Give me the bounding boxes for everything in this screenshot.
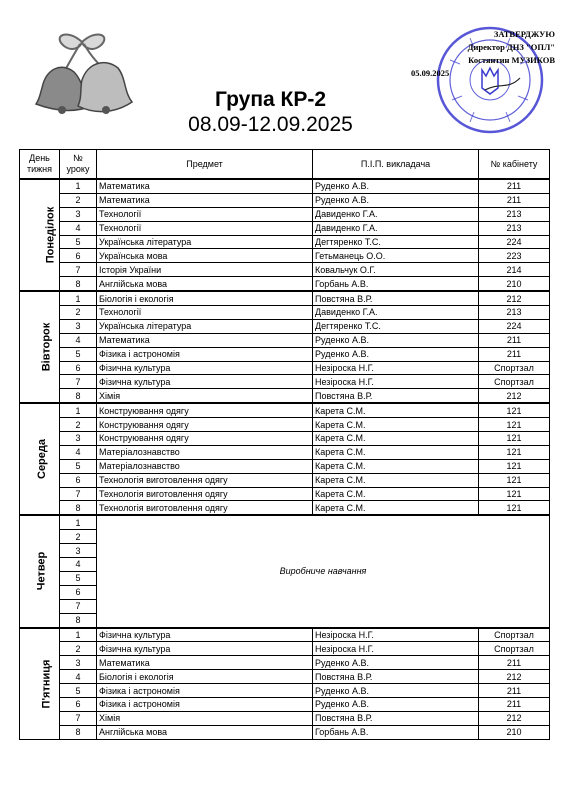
teacher-cell: Руденко А.В. (313, 656, 479, 670)
subject-cell: Матеріалознавство (97, 445, 313, 459)
subject-cell: Хімія (97, 711, 313, 725)
teacher-cell: Гетьманець О.О. (313, 249, 479, 263)
room-cell: 211 (479, 697, 550, 711)
schedule-period: 08.09-12.09.2025 (188, 113, 353, 136)
lesson-number: 6 (60, 361, 97, 375)
teacher-cell: Незіроска Н.Г. (313, 361, 479, 375)
room-cell: 212 (479, 389, 550, 403)
subject-cell: Технології (97, 306, 313, 320)
teacher-cell: Карета С.М. (313, 473, 479, 487)
table-row (20, 656, 550, 670)
teacher-cell: Незіроска Н.Г. (313, 628, 479, 642)
lesson-number: 8 (60, 277, 97, 291)
lesson-number: 7 (60, 375, 97, 389)
lesson-number: 1 (60, 403, 97, 417)
table-row (20, 306, 550, 320)
table-row (20, 487, 550, 501)
room-cell: Спортзал (479, 642, 550, 656)
day-name: Четвер (35, 552, 48, 591)
lesson-number: 2 (60, 418, 97, 432)
table-row (20, 697, 550, 711)
teacher-cell: Руденко А.В. (313, 347, 479, 361)
schedule-table (19, 149, 550, 740)
subject-cell: Технологія виготовлення одягу (97, 501, 313, 515)
teacher-cell: Давиденко Г.А. (313, 207, 479, 221)
room-cell: 210 (479, 725, 550, 739)
teacher-cell: Руденко А.В. (313, 697, 479, 711)
teacher-cell: Давиденко Г.А. (313, 306, 479, 320)
room-cell: 210 (479, 277, 550, 291)
lesson-number: 8 (60, 501, 97, 515)
room-cell: 121 (479, 459, 550, 473)
subject-cell: Технологія виготовлення одягу (97, 487, 313, 501)
day-cell (20, 291, 60, 403)
lesson-number: 3 (60, 207, 97, 221)
lesson-number: 4 (60, 445, 97, 459)
table-row (20, 263, 550, 277)
day-name: Середа (36, 439, 48, 480)
room-cell: 211 (479, 193, 550, 207)
table-row (20, 291, 550, 305)
room-cell: 224 (479, 235, 550, 249)
lesson-number: 5 (60, 459, 97, 473)
table-row (20, 179, 550, 193)
subject-cell: Фізика і астрономія (97, 697, 313, 711)
schedule-body (20, 179, 550, 739)
day-name: Понеділок (44, 206, 57, 264)
room-cell: 121 (479, 445, 550, 459)
table-row (20, 333, 550, 347)
room-cell: 211 (479, 333, 550, 347)
subject-cell: Фізична культура (97, 642, 313, 656)
teacher-cell: Карета С.М. (313, 487, 479, 501)
teacher-cell: Давиденко Г.А. (313, 221, 479, 235)
subject-cell: Фізична культура (97, 628, 313, 642)
approval-block (405, 28, 555, 80)
lesson-number: 3 (60, 319, 97, 333)
lesson-number: 6 (60, 585, 97, 599)
subject-cell: Хімія (97, 389, 313, 403)
table-row (20, 501, 550, 515)
table-row (20, 403, 550, 417)
lesson-number: 2 (60, 306, 97, 320)
subject-cell: Фізична культура (97, 375, 313, 389)
room-cell: 121 (479, 501, 550, 515)
subject-cell: Конструювання одягу (97, 418, 313, 432)
lesson-number: 4 (60, 221, 97, 235)
table-row (20, 235, 550, 249)
subject-cell: Конструювання одягу (97, 403, 313, 417)
lesson-number: 6 (60, 249, 97, 263)
lesson-number: 7 (60, 599, 97, 613)
room-cell: 121 (479, 473, 550, 487)
table-row (20, 642, 550, 656)
table-row (20, 418, 550, 432)
subject-cell: Англійська мова (97, 725, 313, 739)
table-row (20, 193, 550, 207)
day-cell (20, 179, 60, 291)
teacher-cell: Карета С.М. (313, 432, 479, 446)
lesson-number: 4 (60, 670, 97, 684)
lesson-number: 1 (60, 628, 97, 642)
subject-cell: Математика (97, 193, 313, 207)
lesson-number: 1 (60, 515, 97, 529)
approval-heading: ЗАТВЕРДЖУЮ (493, 29, 555, 39)
lesson-number: 4 (60, 558, 97, 572)
room-cell: 212 (479, 291, 550, 305)
table-row (20, 725, 550, 739)
lesson-number: 5 (60, 235, 97, 249)
teacher-cell: Руденко А.В. (313, 193, 479, 207)
room-cell: 211 (479, 347, 550, 361)
subject-cell: Конструювання одягу (97, 432, 313, 446)
table-row (20, 711, 550, 725)
teacher-cell: Руденко А.В. (313, 333, 479, 347)
teacher-cell: Повстяна В.Р. (313, 711, 479, 725)
room-cell: 213 (479, 207, 550, 221)
header-subject: Предмет (97, 150, 313, 180)
table-row (20, 628, 550, 642)
table-row (20, 445, 550, 459)
lesson-number: 2 (60, 642, 97, 656)
teacher-cell: Руденко А.В. (313, 684, 479, 698)
subject-cell: Фізика і астрономія (97, 684, 313, 698)
header-room: № кабінету (479, 150, 550, 180)
room-cell: Спортзал (479, 375, 550, 389)
lesson-number: 3 (60, 432, 97, 446)
room-cell: 214 (479, 263, 550, 277)
table-row (20, 684, 550, 698)
room-cell: 121 (479, 418, 550, 432)
lesson-number: 1 (60, 291, 97, 305)
lesson-number: 8 (60, 725, 97, 739)
lesson-number: 3 (60, 544, 97, 558)
table-row (20, 432, 550, 446)
lesson-number: 2 (60, 530, 97, 544)
subject-cell: Біологія і екологія (97, 291, 313, 305)
subject-cell: Математика (97, 333, 313, 347)
teacher-cell: Карета С.М. (313, 445, 479, 459)
practical-training-cell: Виробниче навчання (97, 515, 550, 627)
table-row (20, 347, 550, 361)
teacher-cell: Дегтяренко Т.С. (313, 235, 479, 249)
room-cell: 211 (479, 684, 550, 698)
room-cell: 211 (479, 656, 550, 670)
table-row (20, 361, 550, 375)
room-cell: 121 (479, 432, 550, 446)
lesson-number: 5 (60, 347, 97, 361)
room-cell: 213 (479, 306, 550, 320)
lesson-number: 2 (60, 193, 97, 207)
room-cell: Спортзал (479, 361, 550, 375)
lesson-number: 7 (60, 263, 97, 277)
room-cell: 223 (479, 249, 550, 263)
room-cell: 121 (479, 487, 550, 501)
room-cell: Спортзал (479, 628, 550, 642)
day-cell (20, 628, 60, 740)
header-day: День тижня (20, 150, 60, 180)
lesson-number: 6 (60, 473, 97, 487)
table-row (20, 515, 550, 529)
day-cell (20, 403, 60, 515)
table-row (20, 375, 550, 389)
teacher-cell: Горбань А.В. (313, 277, 479, 291)
lesson-number: 5 (60, 684, 97, 698)
lesson-number: 7 (60, 487, 97, 501)
lesson-number: 5 (60, 571, 97, 585)
table-row (20, 207, 550, 221)
table-row (20, 459, 550, 473)
teacher-cell: Карета С.М. (313, 418, 479, 432)
teacher-cell: Повстяна В.Р. (313, 670, 479, 684)
room-cell: 212 (479, 711, 550, 725)
teacher-cell: Карета С.М. (313, 459, 479, 473)
room-cell: 212 (479, 670, 550, 684)
header-teacher: П.І.П. викладача (313, 150, 479, 180)
subject-cell: Англійська мова (97, 277, 313, 291)
lesson-number: 8 (60, 389, 97, 403)
lesson-number: 3 (60, 656, 97, 670)
lesson-number: 6 (60, 697, 97, 711)
subject-cell: Технології (97, 207, 313, 221)
lesson-number: 7 (60, 711, 97, 725)
room-cell: 224 (479, 319, 550, 333)
subject-cell: Фізика і астрономія (97, 347, 313, 361)
day-cell (20, 515, 60, 627)
lesson-number: 1 (60, 179, 97, 193)
approval-date: 05.09.2025 (411, 68, 450, 78)
table-row (20, 389, 550, 403)
teacher-cell: Карета С.М. (313, 501, 479, 515)
table-row (20, 670, 550, 684)
table-row (20, 319, 550, 333)
subject-cell: Технологія виготовлення одягу (97, 473, 313, 487)
day-name: П'ятниця (40, 659, 53, 709)
page-title: Група КР-2 (214, 88, 327, 111)
subject-cell: Історія України (97, 263, 313, 277)
room-cell: 211 (479, 179, 550, 193)
table-row (20, 473, 550, 487)
teacher-cell: Повстяна В.Р. (313, 291, 479, 305)
teacher-cell: Незіроска Н.Г. (313, 642, 479, 656)
subject-cell: Математика (97, 179, 313, 193)
teacher-cell: Руденко А.В. (313, 179, 479, 193)
approval-position: Директор ДНЗ "ОПЛ" (467, 42, 555, 52)
table-row (20, 221, 550, 235)
teacher-cell: Повстяна В.Р. (313, 389, 479, 403)
table-row (20, 249, 550, 263)
room-cell: 213 (479, 221, 550, 235)
lesson-number: 8 (60, 613, 97, 627)
subject-cell: Українська література (97, 319, 313, 333)
subject-cell: Матеріалознавство (97, 459, 313, 473)
approval-name: Костянтин МУЗИКОВ (468, 55, 555, 65)
subject-cell: Технології (97, 221, 313, 235)
teacher-cell: Горбань А.В. (313, 725, 479, 739)
subject-cell: Українська література (97, 235, 313, 249)
teacher-cell: Дегтяренко Т.С. (313, 319, 479, 333)
subject-cell: Фізична культура (97, 361, 313, 375)
teacher-cell: Незіроска Н.Г. (313, 375, 479, 389)
table-header-row (20, 150, 550, 180)
room-cell: 121 (479, 403, 550, 417)
teacher-cell: Ковальчук О.Г. (313, 263, 479, 277)
header-lesson-number: № уроку (60, 150, 97, 180)
subject-cell: Математика (97, 656, 313, 670)
teacher-cell: Карета С.М. (313, 403, 479, 417)
subject-cell: Біологія і екологія (97, 670, 313, 684)
table-row (20, 277, 550, 291)
day-name: Вівторок (40, 322, 53, 372)
lesson-number: 4 (60, 333, 97, 347)
subject-cell: Українська мова (97, 249, 313, 263)
